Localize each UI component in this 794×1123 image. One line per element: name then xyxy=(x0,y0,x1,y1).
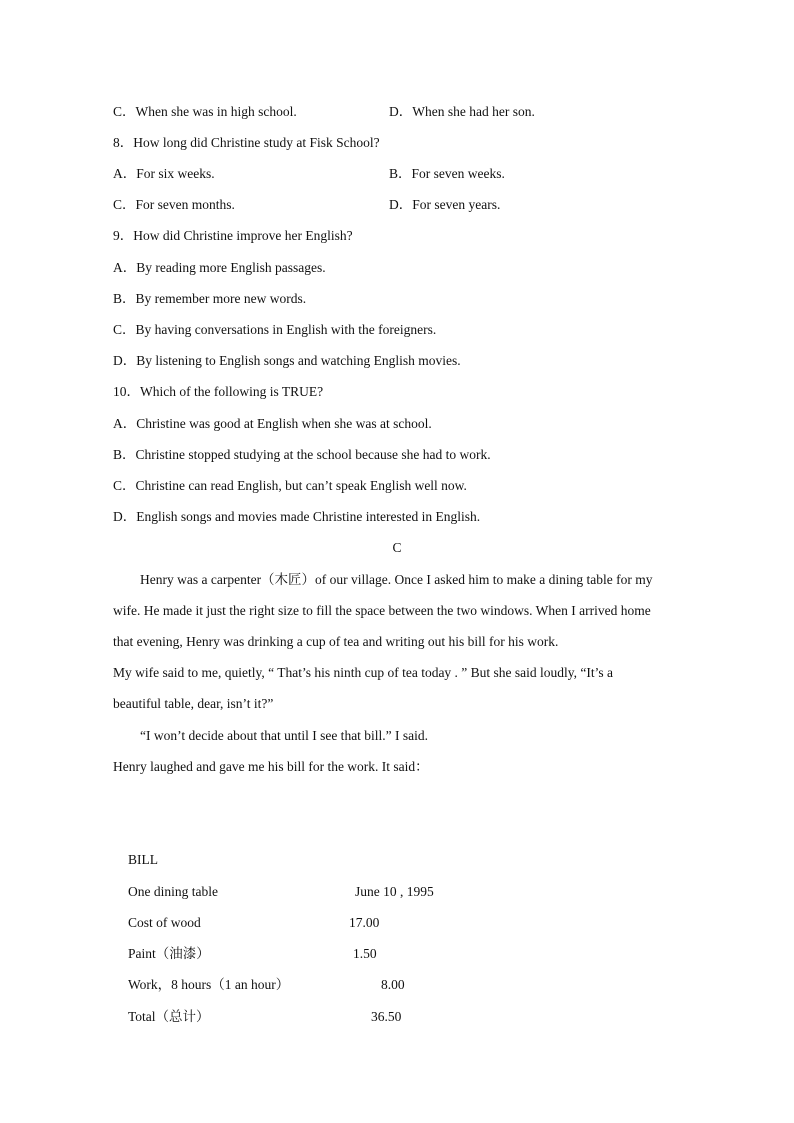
q8-question: 8．How long did Christine study at Fisk School? xyxy=(113,135,380,150)
q10-option-a: A．Christine was good at English when she was at school. xyxy=(113,416,432,431)
passage-line: “I won’t decide about that until I see that bill.” I said. xyxy=(140,728,429,743)
bill-row-label: Paint（油漆） xyxy=(128,946,210,961)
passage-line: beautiful table, dear, isn’t it?” xyxy=(113,696,274,711)
bill-row-value: 8.00 xyxy=(381,977,405,992)
q8-option-c: C．For seven months. xyxy=(113,197,235,212)
passage-line: that evening, Henry was drinking a cup of tea and writing out his bill for his work. xyxy=(113,634,559,649)
section-heading: C xyxy=(392,540,402,555)
bill-title: BILL xyxy=(128,852,158,867)
passage-line: Henry laughed and gave me his bill for the work. It said： xyxy=(113,759,429,774)
bill-row-value: 1.50 xyxy=(353,946,377,961)
q10-question: 10．Which of the following is TRUE? xyxy=(113,384,324,399)
passage-line: wife. He made it just the right size to fill the space between the two windows. When I arrived home xyxy=(113,603,651,618)
q8-option-b: B．For seven weeks. xyxy=(389,166,505,181)
q8-option-d: D．For seven years. xyxy=(389,197,501,212)
bill-row-value: 17.00 xyxy=(349,915,380,930)
q10-option-c: C．Christine can read English, but can’t speak English well now. xyxy=(113,478,467,493)
q9-option-b: B．By remember more new words. xyxy=(113,291,307,306)
q10-option-d: D．English songs and movies made Christine interested in English. xyxy=(113,509,481,524)
passage-line: Henry was a carpenter（木匠）of our village. Once I asked him to make a dining table for my xyxy=(140,572,653,587)
q9-option-c: C．By having conversations in English with the foreigners. xyxy=(113,322,437,337)
q7-option-d: D．When she had her son. xyxy=(389,104,535,119)
q8-option-a: A．For six weeks. xyxy=(113,166,215,181)
bill-row-label: Cost of wood xyxy=(128,915,201,930)
bill-row-label: Work，8 hours（1 an hour） xyxy=(128,977,290,992)
q9-question: 9．How did Christine improve her English? xyxy=(113,228,353,243)
bill-row-label: One dining table xyxy=(128,884,218,899)
passage-line: My wife said to me, quietly, “ That’s his ninth cup of tea today . ” But she said loudly, “It’s a xyxy=(113,665,614,680)
bill-row-value: 36.50 xyxy=(371,1009,402,1024)
bill-row-label: Total（总计） xyxy=(128,1009,210,1024)
q10-option-b: B．Christine stopped studying at the school because she had to work. xyxy=(113,447,491,462)
q9-option-a: A．By reading more English passages. xyxy=(113,260,326,275)
q7-option-c: C．When she was in high school. xyxy=(113,104,297,119)
bill-row-value: June 10 , 1995 xyxy=(355,884,434,899)
q9-option-d: D．By listening to English songs and watching English movies. xyxy=(113,353,461,368)
